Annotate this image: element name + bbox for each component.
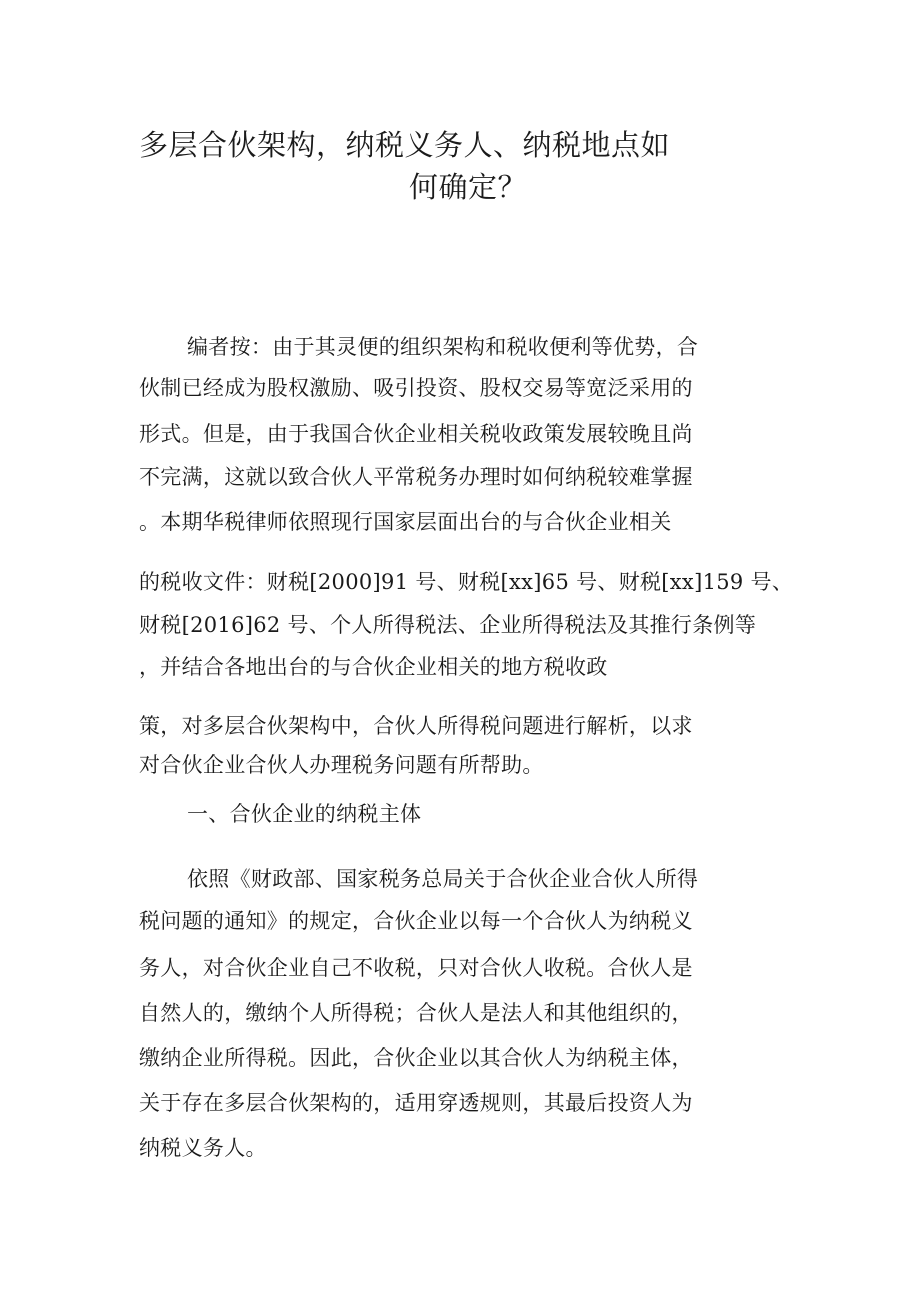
editor-note-line: 伙制已经成为股权激励、吸引投资、股权交易等宽泛采用的 <box>139 376 693 400</box>
section-body-line: 依照《财政部、国家税务总局关于合伙企业合伙人所得 <box>187 867 699 891</box>
editor-note-line: 。本期华税律师依照现行国家层面出台的与合伙企业相关 <box>139 510 672 534</box>
editor-note-line: ，并结合各地出台的与合伙企业相关的地方税收政 <box>139 655 608 679</box>
editor-note-line: 策，对多层合伙架构中，合伙人所得税问题进行解析，以求 <box>139 714 693 738</box>
editor-note-line: 形式。但是，由于我国合伙企业相关税收政策发展较晚且尚 <box>139 422 693 446</box>
section-heading: 一、合伙企业的纳税主体 <box>187 802 422 826</box>
section-body-line: 纳税义务人。 <box>139 1136 267 1160</box>
editor-note-line: 的税收文件：财税[2000]91 号、财税[xx]65 号、财税[xx]159 号、 <box>139 570 794 594</box>
section-body-line: 自然人的，缴纳个人所得税；合伙人是法人和其他组织的， <box>139 1001 693 1025</box>
title-line-2: 何确定？ <box>409 170 528 204</box>
section-body-line: 税问题的通知》的规定，合伙企业以每一个合伙人为纳税义 <box>139 909 693 933</box>
section-body-line: 务人，对合伙企业自己不收税，只对合伙人收税。合伙人是 <box>139 956 693 980</box>
section-body-line: 关于存在多层合伙架构的，适用穿透规则，其最后投资人为 <box>139 1091 693 1115</box>
editor-note-line: 不完满，这就以致合伙人平常税务办理时如何纳税较难掌握 <box>139 465 693 489</box>
title-line-1: 多层合伙架构，纳税义务人、纳税地点如 <box>139 128 671 162</box>
editor-note-line: 编者按：由于其灵便的组织架构和税收便利等优势，合 <box>187 335 699 359</box>
section-body-line: 缴纳企业所得税。因此，合伙企业以其合伙人为纳税主体， <box>139 1046 693 1070</box>
editor-note-line: 对合伙企业合伙人办理税务问题有所帮助。 <box>139 753 544 777</box>
editor-note-line: 财税[2016]62 号、个人所得税法、企业所得税法及其推行条例等 <box>139 613 757 637</box>
